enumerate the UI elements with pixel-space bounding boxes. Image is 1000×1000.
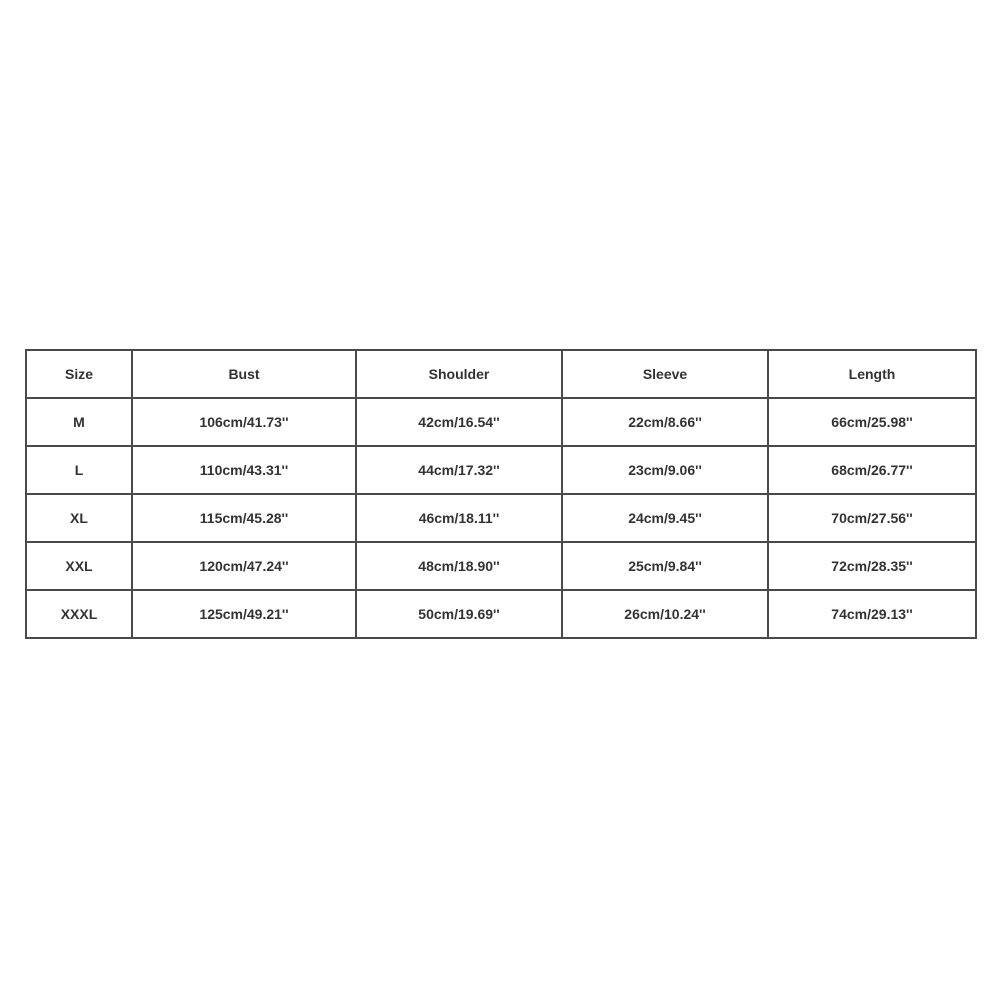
length-cell: 66cm/25.98'' xyxy=(768,398,976,446)
bust-cell: 106cm/41.73'' xyxy=(132,398,356,446)
length-cell: 74cm/29.13'' xyxy=(768,590,976,638)
size-cell: XXL xyxy=(26,542,132,590)
size-cell: XXXL xyxy=(26,590,132,638)
size-cell: L xyxy=(26,446,132,494)
table-row xyxy=(26,494,976,542)
header-sleeve: Sleeve xyxy=(562,350,768,398)
shoulder-cell: 48cm/18.90'' xyxy=(356,542,562,590)
shoulder-cell: 44cm/17.32'' xyxy=(356,446,562,494)
table-row xyxy=(26,542,976,590)
table-row xyxy=(26,590,976,638)
size-cell: M xyxy=(26,398,132,446)
header-bust: Bust xyxy=(132,350,356,398)
bust-cell: 115cm/45.28'' xyxy=(132,494,356,542)
bust-cell: 125cm/49.21'' xyxy=(132,590,356,638)
shoulder-cell: 46cm/18.11'' xyxy=(356,494,562,542)
size-chart-table xyxy=(25,349,977,639)
bust-cell: 110cm/43.31'' xyxy=(132,446,356,494)
sleeve-cell: 25cm/9.84'' xyxy=(562,542,768,590)
shoulder-cell: 42cm/16.54'' xyxy=(356,398,562,446)
sleeve-cell: 22cm/8.66'' xyxy=(562,398,768,446)
length-cell: 70cm/27.56'' xyxy=(768,494,976,542)
sleeve-cell: 23cm/9.06'' xyxy=(562,446,768,494)
sleeve-cell: 24cm/9.45'' xyxy=(562,494,768,542)
bust-cell: 120cm/47.24'' xyxy=(132,542,356,590)
length-cell: 72cm/28.35'' xyxy=(768,542,976,590)
header-size: Size xyxy=(26,350,132,398)
header-length: Length xyxy=(768,350,976,398)
table-header-row xyxy=(26,350,976,398)
header-shoulder: Shoulder xyxy=(356,350,562,398)
table-row xyxy=(26,446,976,494)
table-row xyxy=(26,398,976,446)
sleeve-cell: 26cm/10.24'' xyxy=(562,590,768,638)
size-cell: XL xyxy=(26,494,132,542)
shoulder-cell: 50cm/19.69'' xyxy=(356,590,562,638)
length-cell: 68cm/26.77'' xyxy=(768,446,976,494)
